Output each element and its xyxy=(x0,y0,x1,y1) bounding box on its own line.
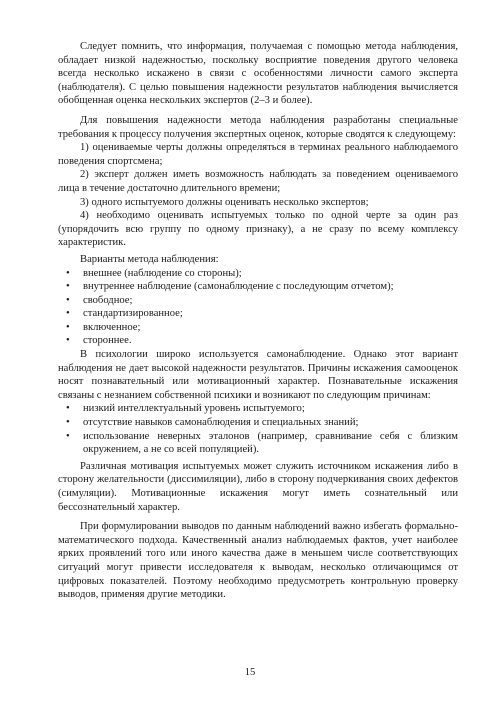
paragraph-self-observation: В психологии широко используется самонаблюдение. Однако этот вариант наблюдения не дает высокой надежности результатов. Причины искажения самооценок носят познавательный или мотивационный характер. Познавательные искажения связаны с незнанием собственной психики и возникают по следующим причинам: xyxy=(58,349,458,401)
list-item: • стороннее. xyxy=(66,335,132,347)
list-item: • использование неверных эталонов (например, сравнивание себя с близким окружением, а не со всей популяцией). xyxy=(66,430,458,456)
paragraph-requirements-intro: Для повышения надежности метода наблюдения разработаны специальные требования к процессу получения экспертных оценок, которые сводятся к следующему: xyxy=(58,114,458,140)
list-item: • включенное; xyxy=(66,321,141,333)
bullet-icon: • xyxy=(66,430,70,442)
list-item: • свободное; xyxy=(66,294,133,306)
bullet-icon: • xyxy=(66,281,70,293)
requirement-item-4: 4) необходимо оценивать испытуемых только по одной черте за один раз (упорядочить всю группу по одному признаку), а не сразу по всему комплексу характеристик. xyxy=(58,210,458,249)
bullet-icon: • xyxy=(66,308,70,320)
bullet-icon: • xyxy=(66,267,70,279)
page-number: 15 xyxy=(244,667,256,678)
requirement-item-1: 1) оцениваемые черты должны определяться в терминах реального наблюдаемого поведения спортсмена; xyxy=(58,142,458,167)
list-item: • внутреннее наблюдение (самонаблюдение с последующим отчетом); xyxy=(66,281,394,293)
list-item: • низкий интеллектуальный уровень испытуемого; xyxy=(66,403,305,415)
bullet-icon: • xyxy=(66,321,70,333)
variants-heading: Варианты метода наблюдения: xyxy=(80,253,219,265)
list-item: • отсутствие навыков самонаблюдения и специальных знаний; xyxy=(66,417,359,429)
bullet-icon: • xyxy=(66,294,70,306)
requirement-item-3: 3) одного испытуемого должны оценивать несколько экспертов; xyxy=(80,196,369,208)
requirement-item-2: 2) эксперт должен иметь возможность наблюдать за поведением оцениваемого лица в течение достаточно длительного времени; xyxy=(58,169,458,194)
bullet-icon: • xyxy=(66,335,70,347)
paragraph-observation-reliability: Следует помнить, что информация, получаемая с помощью метода наблюдения, обладает низкой надежностью, поскольку восприятие поведения другого человека всегда несколько искажено в связи с особенностями личности самого эксперта (наблюдателя). С целью повышения надежности результатов наблюдения вычисляется обобщенная оценка нескольких экспертов (2–3 и более). xyxy=(58,41,458,107)
bullet-icon: • xyxy=(66,417,70,429)
list-item: • внешнее (наблюдение со стороны); xyxy=(66,267,242,279)
paragraph-motivation: Различная мотивация испытуемых может служить источником искажения либо в сторону желательности (диссимиляции), либо в сторону подчеркивания своих дефектов (симуляции). Мотивационные искажения могут иметь сознательный или бессознательный характер. xyxy=(58,460,458,513)
bullet-icon: • xyxy=(66,403,70,415)
document-page xyxy=(58,40,458,602)
variants-list xyxy=(58,267,458,349)
distortion-causes-list xyxy=(58,402,458,456)
paragraph-conclusions: При формулировании выводов по данным наблюдений важно избегать формально-математического подхода. Качественный анализ наблюдаемых фактов, учет наиболее ярких проявлений того или иного качества даже в меньшем числе соответствующих ситуаций могут привести исследователя к выводам, несколько отличающимся от цифровых показателей. Поэтому необходимо предусмотреть контрольную проверку выводов, применяя другие методики. xyxy=(58,521,458,601)
list-item: • стандартизированное; xyxy=(66,308,183,320)
